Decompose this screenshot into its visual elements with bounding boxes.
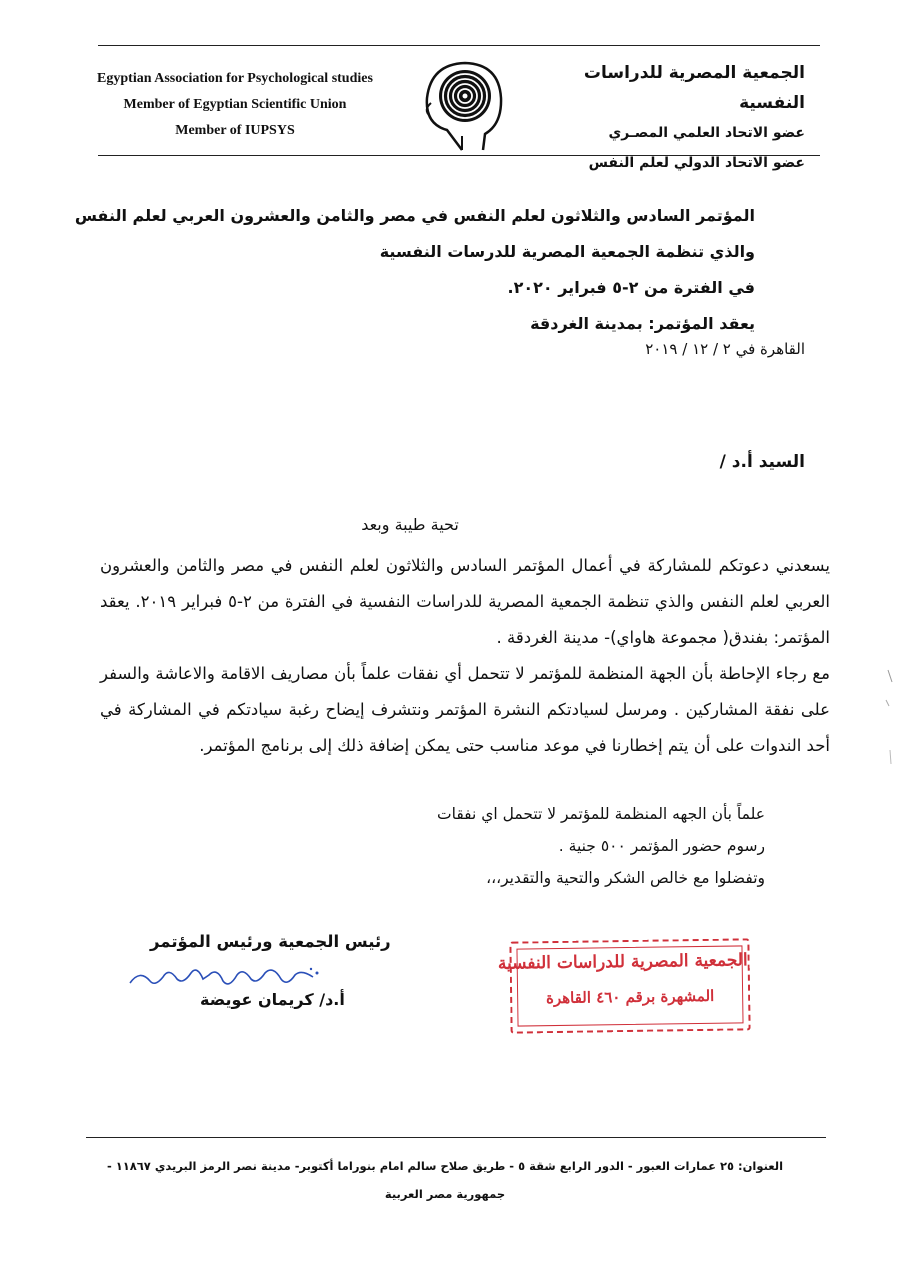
english-line-1: Egyptian Association for Psychological studies: [97, 71, 373, 86]
conference-title: [74, 198, 755, 342]
footer-address: [85, 1152, 805, 1208]
association-stamp: [497, 938, 750, 1033]
footer-line-2: جمهورية مصر العربية: [384, 1187, 506, 1201]
note-line-2: رسوم حضور المؤتمر ٥٠٠ جنية .: [558, 837, 765, 855]
notes-block: [245, 798, 765, 894]
arabic-header-line-3: عضو الاتحاد الدولي لعلم النفس: [588, 155, 805, 171]
letter-body: [100, 548, 830, 764]
footer-line-1: العنوان: ٢٥ عمارات العبور - الدور الرابع شقة ٥ - طريق صلاح سالم امام بنوراما أكتوبر- مدينة نصر الرمز البريدي ١١٨٦٧ -: [106, 1159, 784, 1173]
head-spiral-icon: [417, 58, 507, 153]
conference-line-3: في الفترة من ٢-٥ فبراير ٢٠٢٠.: [507, 278, 755, 297]
greeting: تحية طيبة وبعد: [361, 515, 459, 534]
arabic-header-line-2: عضو الاتحاد العلمي المصـري: [608, 125, 805, 141]
english-line-2: Member of Egyptian Scientific Union: [123, 97, 347, 112]
conference-line-4: يعقد المؤتمر: بمدينة الغردقة: [530, 314, 755, 333]
conference-line-1: المؤتمر السادس والثلاثون لعلم النفس في مصر والثامن والعشرون العربي لعلم النفس: [74, 206, 755, 225]
scan-artifacts: [880, 660, 900, 780]
closing-line: وتفضلوا مع خالص الشكر والتحية والتقدير،،،: [486, 869, 765, 887]
arabic-header-line-1: الجمعية المصرية للدراسات النفسية: [583, 63, 805, 113]
body-paragraph-1: يسعدني دعوتكم للمشاركة في أعمال المؤتمر السادس والثلاثون لعلم النفس في مصر والثامن والعشرون العربي لعلم النفس والذي تنظمة الجمعية المصرية للدراسات النفسية في الفترة من ٢-٥ فبراير ٢٠١٩. يعقد المؤتمر: بفندق( مجموعة هاواي)- مدينة الغردقة .: [100, 556, 830, 647]
stamp-line-1: الجمعية المصرية للدراسات النفسية: [497, 950, 748, 974]
signatory-name: أ.د/ كريمان عويضة: [200, 990, 345, 1009]
english-header: [70, 66, 400, 144]
english-line-3: Member of IUPSYS: [175, 123, 295, 138]
handwritten-signature: [125, 955, 325, 995]
footer-rule: [86, 1137, 826, 1138]
salutation: السيد أ.د /: [719, 452, 805, 472]
note-line-1: علماً بأن الجهه المنظمة للمؤتمر لا تتحمل اي نفقات: [437, 805, 765, 823]
conference-line-2: والذي تنظمة الجمعية المصرية للدرسات النفسية: [379, 242, 755, 261]
arabic-header: [565, 58, 805, 178]
signatory-title: رئيس الجمعية ورئيس المؤتمر: [150, 932, 391, 951]
stamp-line-2: المشهرة برقم ٤٦٠ القاهرة: [545, 986, 715, 1008]
letter-date: القاهرة في ٢ / ١٢ / ٢٠١٩: [645, 340, 805, 358]
body-paragraph-2: مع رجاء الإحاطة بأن الجهة المنظمة للمؤتمر لا تتحمل أي نفقات علماً بأن مصاريف الاقامة والاعاشة والسفر على نفقة المشاركين . ومرسل لسيادتكم النشرة المؤتمر ونتشرف إيضاح رغبة سيادتكم في المشاركة في أحد الندوات على أن يتم إخطارنا في موعد مناسب حتى يمكن إضافة ذلك إلى برنامج المؤتمر.: [100, 664, 830, 755]
header-top-rule: [98, 45, 820, 46]
